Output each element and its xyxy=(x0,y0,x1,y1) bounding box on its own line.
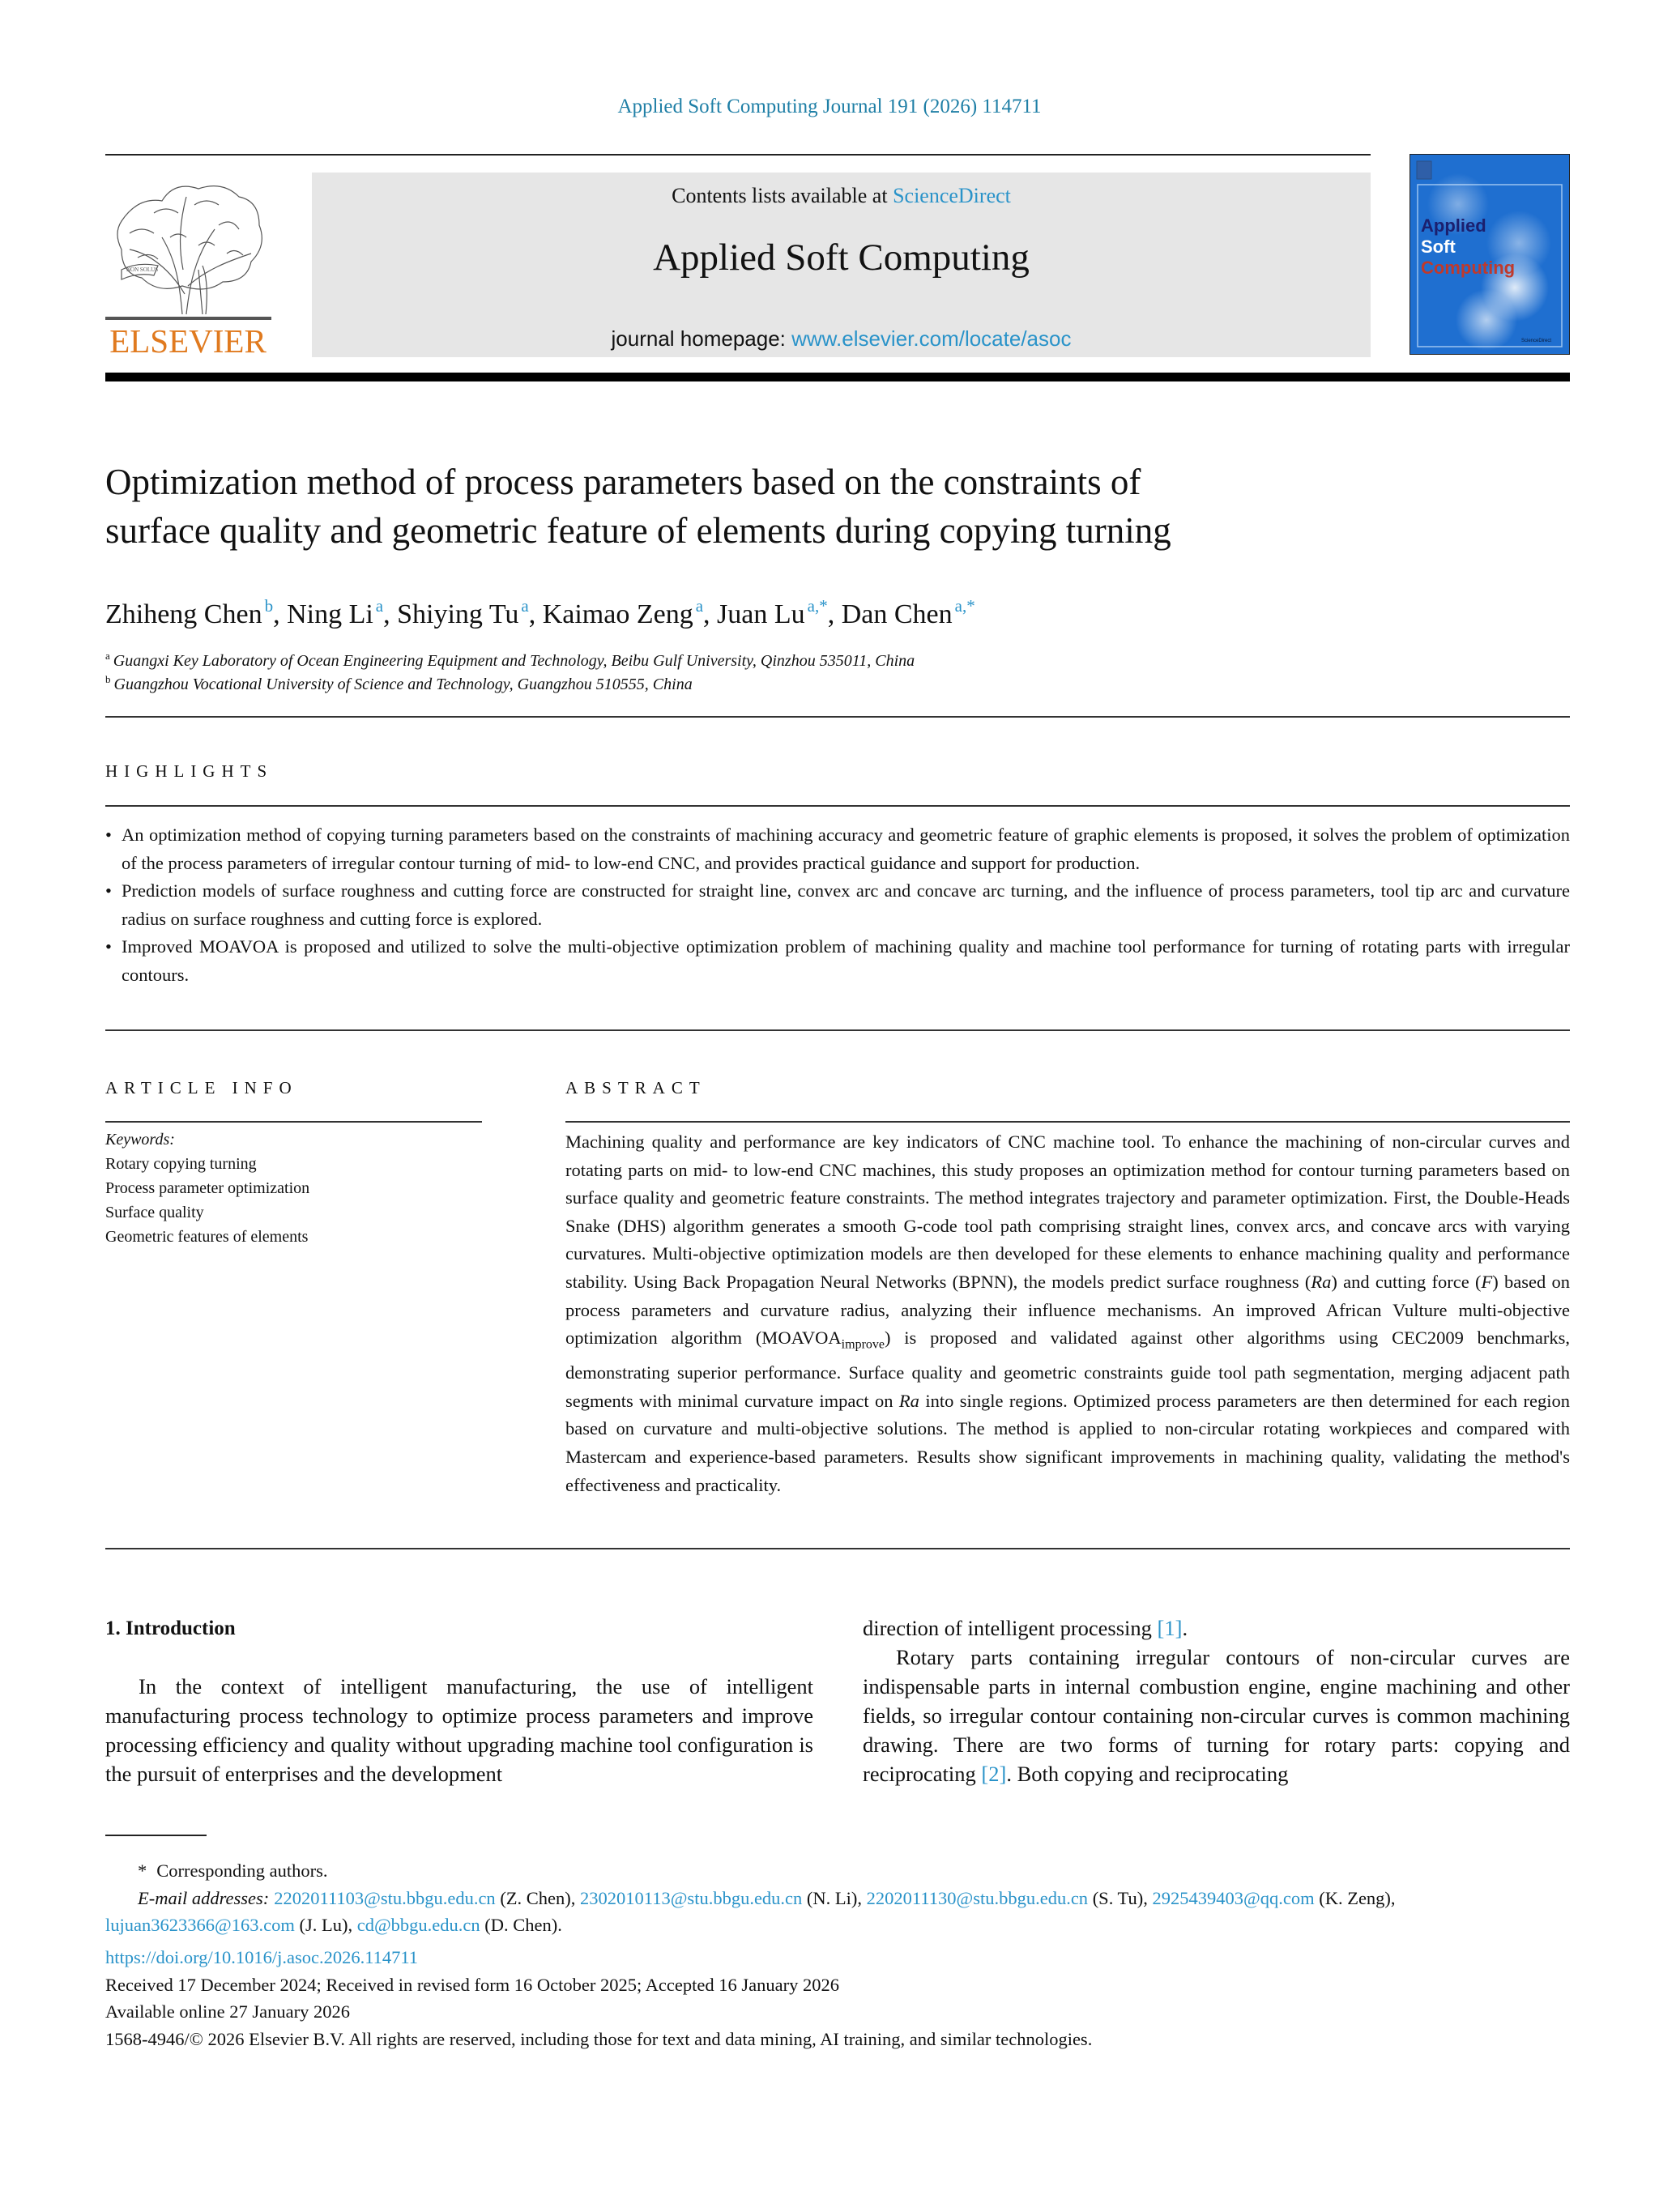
author-affiliation-mark: a xyxy=(375,596,384,616)
title-line-2: surface quality and geometric feature of elements during copying turning xyxy=(105,510,1171,551)
available-online: Available online 27 January 2026 xyxy=(105,2001,351,2022)
sciencedirect-link[interactable]: ScienceDirect xyxy=(893,184,1011,207)
author[interactable]: Zhiheng Chen $^b$ xyxy=(105,596,274,629)
section-heading-introduction: 1. Introduction xyxy=(105,1617,236,1639)
top-rule xyxy=(105,154,1371,156)
cover-footer: ScienceDirect xyxy=(1521,339,1552,343)
author-affiliation-mark: a,* xyxy=(954,596,975,616)
doi-link[interactable]: https://doi.org/10.1016/j.asoc.2026.114711 xyxy=(105,1947,419,1967)
author[interactable]: Kaimao Zeng $^a$ xyxy=(542,596,704,629)
title-line-1: Optimization method of process parameters based on the constraints of xyxy=(105,462,1141,502)
divider xyxy=(105,1548,1570,1549)
email-link[interactable]: lujuan3623366@163.com xyxy=(105,1915,295,1935)
footnote-rule xyxy=(105,1835,207,1836)
abstract-heading: ABSTRACT xyxy=(565,1078,706,1097)
keyword[interactable]: Surface quality xyxy=(105,1204,204,1221)
logo-motto: NON SOLUS xyxy=(126,266,159,273)
footnote xyxy=(105,1857,1570,1939)
author[interactable]: Shiying Tu $^a$ xyxy=(397,596,529,629)
article-title xyxy=(105,458,1482,555)
running-head[interactable]: Applied Soft Computing Journal 191 (2026) 114711 xyxy=(617,96,1042,117)
divider xyxy=(105,805,1570,807)
keywords-label: Keywords: xyxy=(105,1131,175,1149)
author-affiliation-mark: a xyxy=(695,596,704,616)
copyright: 1568-4946/© 2026 Elsevier B.V. All rights are reserved, including those for text and data mining, AI training, and similar technologies. xyxy=(105,2028,1093,2049)
email-list: E-mail addresses: 2202011103@stu.bbgu.edu.cn (Z. Chen), 2302010113@stu.bbgu.edu.cn (N. Li), 2202011130@stu.bbgu.edu.cn (S. Tu), 2925439403@qq.com (K. Zeng), lujuan3623366@163.com (J. Lu), cd@bbgu.edu.cn (D. Chen). xyxy=(105,1887,1396,1935)
abstract-body: Machining quality and performance are key indicators of CNC machine tool. To enhance the machining of non-circular curves and rotating parts on mid- to low-end CNC machines, this study proposes an optimization method for contour turning parameters based on surface quality and geometric feature constraints. The method integrates trajectory and parameter optimization. First, the Double-Heads Snake (DHS) algorithm generates a smooth G-code tool path comprising straight lines, convex arcs, and concave arcs with varying curvatures. Multi-objective optimization models are then developed for these elements to enhance machining quality and performance stability. Using Back Propagation Neural Networks (BPNN), the models predict surface roughness (Ra) and cutting force (F) based on process parameters and curvature radius, analyzing their influence mechanisms. An improved African Vulture multi-objective optimization algorithm $(MOAVOA_{improve})$ is proposed and validated against other algorithms using CEC2009 benchmarks, demonstrating superior performance. Surface quality and geometric constraints guide tool path segmentation, merging adjacent path segments with minimal curvature impact on Ra into single regions. Optimized process parameters are then determined for each region based on curvature and multi-objective solutions. The method is applied to non-circular rotating workpieces and compared with Mastercam and experience-based parameters. Results show significant improvements in machining quality, validating the method's effectiveness and practicality. xyxy=(565,1132,1570,1495)
author-list: Zhiheng Chen $^b$, Ning Li $^a$, Shiying Tu $^a$, Kaimao Zeng $^a$, Juan Lu $^{a,*}$, Dan Chen $^{a,*}$ xyxy=(105,596,975,629)
author[interactable]: Dan Chen $^{a,*}$ xyxy=(841,596,975,629)
article-info-heading: ARTICLE INFO xyxy=(105,1078,298,1097)
corresponding-note: * Corresponding authors. xyxy=(138,1860,328,1881)
cover-title-1: Applied xyxy=(1421,215,1486,236)
journal-cover[interactable] xyxy=(1410,154,1570,355)
highlight-item: • Prediction models of surface roughness and cutting force are constructed for straight line, convex arc and concave arc turning, and the influence of process parameters, tool tip arc and curvature radius on surface roughness and cutting force is explored. xyxy=(105,877,1570,933)
contents-line xyxy=(312,184,1371,208)
homepage-link[interactable]: www.elsevier.com/locate/asoc xyxy=(791,326,1072,351)
highlight-item: • An optimization method of copying turning parameters based on the constraints of machining accuracy and geometric feature of graphic elements is proposed, it solves the problem of optimization of the process parameters of irregular contour turning of mid- to low-end CNC, and provides practical guidance and support for production. xyxy=(105,821,1570,877)
masthead-rule xyxy=(105,373,1570,381)
keyword[interactable]: Rotary copying turning xyxy=(105,1155,257,1173)
divider xyxy=(105,1121,482,1123)
email-link[interactable]: cd@bbgu.edu.cn xyxy=(356,1915,480,1935)
citation-link[interactable]: [2] xyxy=(981,1762,1007,1786)
highlights-list xyxy=(105,821,1570,989)
homepage-prefix: journal homepage: xyxy=(611,326,792,351)
masthead-box xyxy=(312,173,1371,357)
paragraph: Rotary parts containing irregular contours of non-circular curves are indispensable parts in internal combustion engine, engine machining and other fields, so irregular contour containing non-circular curves is common machining drawing. There are two forms of turning for rotary parts: copying and reciprocating [2]. Both copying and reciprocating xyxy=(863,1645,1570,1786)
keyword[interactable]: Geometric features of elements xyxy=(105,1228,309,1246)
email-link[interactable]: 2202011103@stu.bbgu.edu.cn xyxy=(274,1887,496,1908)
author[interactable]: Juan Lu $^{a,*}$ xyxy=(717,596,828,629)
highlights-heading: HIGHLIGHTS xyxy=(105,761,274,781)
email-link[interactable]: 2202011130@stu.bbgu.edu.cn xyxy=(866,1887,1089,1908)
author[interactable]: Ning Li $^a$ xyxy=(287,596,384,629)
cover-title-2: Soft xyxy=(1421,237,1456,257)
contents-prefix: Contents lists available at xyxy=(672,184,893,207)
citation-link[interactable]: [1] xyxy=(1157,1616,1183,1640)
elsevier-logo[interactable] xyxy=(105,173,271,359)
paragraph: In the context of intelligent manufacturing, the use of intelligent manufacturing process technology to optimize process parameters and improve processing efficiency and quality without upgrading machine tool configuration is the pursuit of enterprises and the development xyxy=(105,1674,813,1786)
paragraph-continued: direction of intelligent processing [1]. xyxy=(863,1616,1188,1640)
body-column-left xyxy=(105,1672,813,1788)
divider xyxy=(105,716,1570,718)
author-affiliation-mark: b xyxy=(264,596,274,616)
journal-name: Applied Soft Computing xyxy=(653,237,1030,279)
keyword[interactable]: Process parameter optimization xyxy=(105,1179,310,1197)
affiliation: $^a$ Guangxi Key Laboratory of Ocean Engineering Equipment and Technology, Beibu Gulf University, Qinzhou 535011, China xyxy=(105,650,915,670)
email-link[interactable]: 2302010113@stu.bbgu.edu.cn xyxy=(580,1887,803,1908)
cover-image-icon xyxy=(1410,154,1570,355)
author-affiliation-mark: a,* xyxy=(807,596,828,616)
elsevier-wordmark: ELSEVIER xyxy=(109,322,267,359)
article-meta xyxy=(105,1944,1570,2052)
cover-title-3: Computing xyxy=(1421,258,1516,278)
body-column-right xyxy=(863,1613,1570,1788)
affiliation: $^b$ Guangzhou Vocational University of Science and Technology, Guangzhou 510555, China xyxy=(105,673,693,693)
highlight-item: • Improved MOAVOA is proposed and utilized to solve the multi-objective optimization problem of machining quality and machine tool performance for turning of rotating parts with irregular contours. xyxy=(105,933,1570,989)
homepage-line xyxy=(312,326,1371,352)
divider xyxy=(105,1029,1570,1031)
received-dates: Received 17 December 2024; Received in revised form 16 October 2025; Accepted 16 January 2026 xyxy=(105,1974,839,1995)
author-affiliation-mark: a xyxy=(521,596,529,616)
keywords-block xyxy=(105,1127,478,1249)
elsevier-tree-icon xyxy=(105,173,271,359)
divider xyxy=(565,1121,1570,1123)
email-link[interactable]: 2925439403@qq.com xyxy=(1152,1887,1315,1908)
